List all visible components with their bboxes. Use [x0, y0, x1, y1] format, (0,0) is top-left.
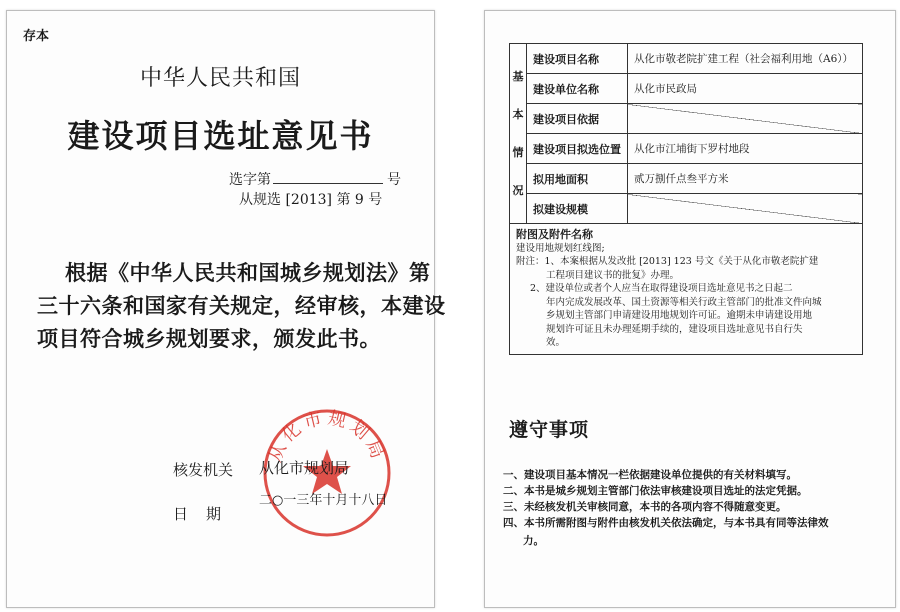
body-text-line: 三十六条和国家有关规定，经审核，本建设: [37, 294, 446, 318]
side-char: 基: [512, 69, 524, 83]
attachment-line: 建设用地规划红线图;: [516, 242, 605, 254]
attachments-title: 附图及附件名称: [516, 228, 593, 241]
number-suffix: 号: [387, 172, 401, 188]
proposed-location-value: 从化市江埔街下罗村地段: [628, 134, 863, 164]
side-char: 况: [512, 183, 524, 197]
row-label: 拟用地面积: [527, 164, 628, 194]
attachment-line: 2、建设单位或者个人应当在取得建设项目选址意见书之日起二: [530, 283, 793, 294]
rule-item: 一、建设项目基本情况一栏依据建设单位提供的有关材料填写。: [503, 469, 797, 481]
attachment-line: 附注：1、本案根据从发改批 [2013] 123 号文《关于从化市敬老院扩建: [516, 256, 819, 267]
rule-item: 二、本书是城乡规划主管部门依法审核建设项目选址的法定凭据。: [503, 485, 808, 497]
row-label: 建设项目依据: [527, 104, 628, 134]
side-char: 情: [512, 145, 524, 159]
rule-item: 四、本书所需附图与附件由核发机关依法确定，与本书具有同等法律效: [503, 517, 829, 529]
basic-info-side-label: [510, 44, 527, 224]
land-area-value: 贰万捌仟点叁平方米: [628, 164, 863, 194]
date-label: 日期: [173, 505, 240, 523]
project-name-value: 从化市敬老院扩建工程（社会福利用地（A6））: [628, 44, 863, 74]
number-prefix: 选字第: [229, 172, 271, 188]
number-underline: [273, 183, 383, 184]
rules-title: 遵守事项: [509, 419, 590, 441]
attachment-line: 规划许可证且未办理延期手续的，建设项目选址意见书自行失: [546, 323, 803, 335]
body-text-line: 项目符合城乡规划要求，颁发此书。: [37, 327, 381, 351]
copy-mark: 存本: [23, 29, 50, 44]
right-page: [484, 10, 896, 608]
basic-info-table: [509, 43, 863, 355]
project-basis-value: [628, 104, 863, 134]
row-label: 建设项目拟选位置: [527, 134, 628, 164]
issuer-label: 核发机关: [173, 461, 234, 479]
side-char: 本: [512, 107, 524, 121]
row-label: 建设单位名称: [527, 74, 628, 104]
body-text-line: 根据《中华人民共和国城乡规划法》第: [65, 261, 431, 285]
document-title: 建设项目选址意见书: [67, 117, 374, 155]
row-label: 建设项目名称: [527, 44, 628, 74]
rule-item-continuation: 力。: [523, 535, 544, 547]
left-page: [6, 10, 446, 608]
date-value: 二○一三年十月十八日: [259, 493, 388, 508]
attachments-cell: [510, 224, 863, 355]
attachment-line: 效。: [546, 337, 566, 348]
attachment-line: 乡规划主管部门申请建设用地规划许可证。逾期未申请建设用地: [546, 310, 813, 321]
issuer-value: 从化市规划局: [259, 459, 350, 477]
svg-text:从化市规划局: 从化市规划局: [264, 407, 390, 466]
unit-name-value: 从化市民政局: [628, 74, 863, 104]
country-name: 中华人民共和国: [139, 66, 301, 91]
document-number: 从规选 [2013] 第 9 号: [239, 192, 383, 208]
construction-scale-value: [628, 194, 863, 224]
attachment-line: 工程项目建议书的批复》办理。: [546, 269, 680, 281]
rule-item: 三、未经核发机关审核同意，本书的各项内容不得随意变更。: [503, 501, 787, 513]
row-label: 拟建设规模: [527, 194, 628, 224]
attachment-line: 年内完成发展改革、国土资源等相关行政主管部门的批准文件向城: [546, 296, 822, 308]
